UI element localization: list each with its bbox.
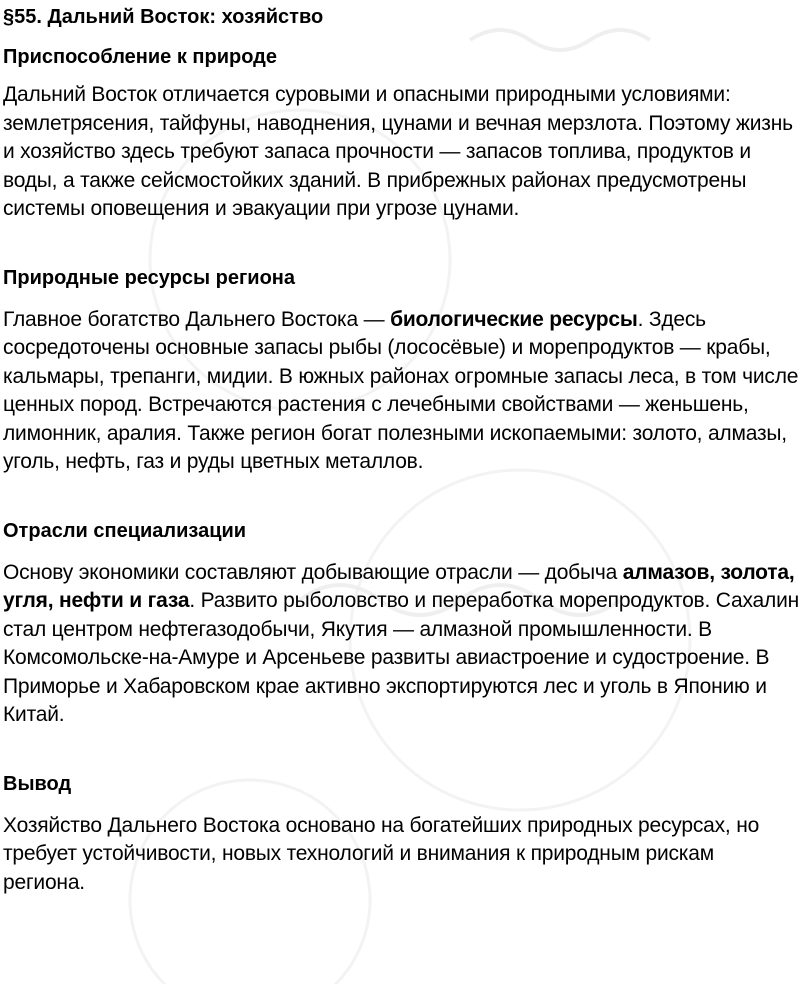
paragraph-text: Дальний Восток отличается суровыми и опасными природными условиями: землетрясения, тайфуны, наводнения, цунами и вечная мерзлота. Поэтому жизнь и хозяйство здесь требуют запаса прочности — запасов топлива, продуктов и воды, а также сейсмостойких зданий. В прибрежных районах предусмотрены системы оповещения и эвакуации при угрозе цунами. — [3, 83, 793, 220]
section-paragraph-resources — [3, 306, 800, 477]
section-paragraph-adaptation — [3, 81, 800, 224]
paragraph-text: . Здесь сосредоточены основные запасы рыбы (лососёвые) и морепродуктов — крабы, кальмары, трепанги, мидии. В южных районах огромные запасы леса, в том числе ценных пород. Встречаются растения с лечебными свойствами — женьшень, лимонник, аралия. Также регион богат полезными ископаемыми: золото, алмазы, уголь, нефть, газ и руды цветных металлов. — [3, 307, 799, 473]
paragraph-text: . Развито рыболовство и переработка морепродуктов. Сахалин стал центром нефтегазодобычи, Якутия — алмазной промышленности. В Комсомольске-на-Амуре и Арсеньеве развиты авиастроение и судостроение. В Приморье и Хабаровском крае активно экспортируются лес и уголь в Японию и Китай. — [3, 589, 799, 726]
paragraph-bold-text: алмазов, золота, угля, нефти и газа — [3, 560, 795, 612]
paragraph-text: Хозяйство Дальнего Востока основано на богатейших природных ресурсах, но требует устойчивости, новых технологий и внимания к природным рискам региона. — [3, 813, 760, 894]
page-title: §55. Дальний Восток: хозяйство — [3, 6, 324, 28]
section-paragraph-industries — [3, 559, 800, 730]
section-heading-resources: Природные ресурсы региона — [3, 266, 296, 289]
section-heading-industries: Отрасли специализации — [3, 519, 247, 542]
paragraph-text: Главное богатство Дальнего Востока — — [3, 307, 391, 331]
section-heading-adaptation: Приспособление к природе — [3, 46, 278, 68]
section-paragraph-conclusion — [3, 812, 800, 898]
paragraph-bold-text: биологические ресурсы — [390, 307, 638, 331]
section-heading-conclusion: Вывод — [3, 772, 72, 795]
paragraph-text: Основу экономики составляют добывающие отрасли — добыча — [3, 560, 623, 584]
